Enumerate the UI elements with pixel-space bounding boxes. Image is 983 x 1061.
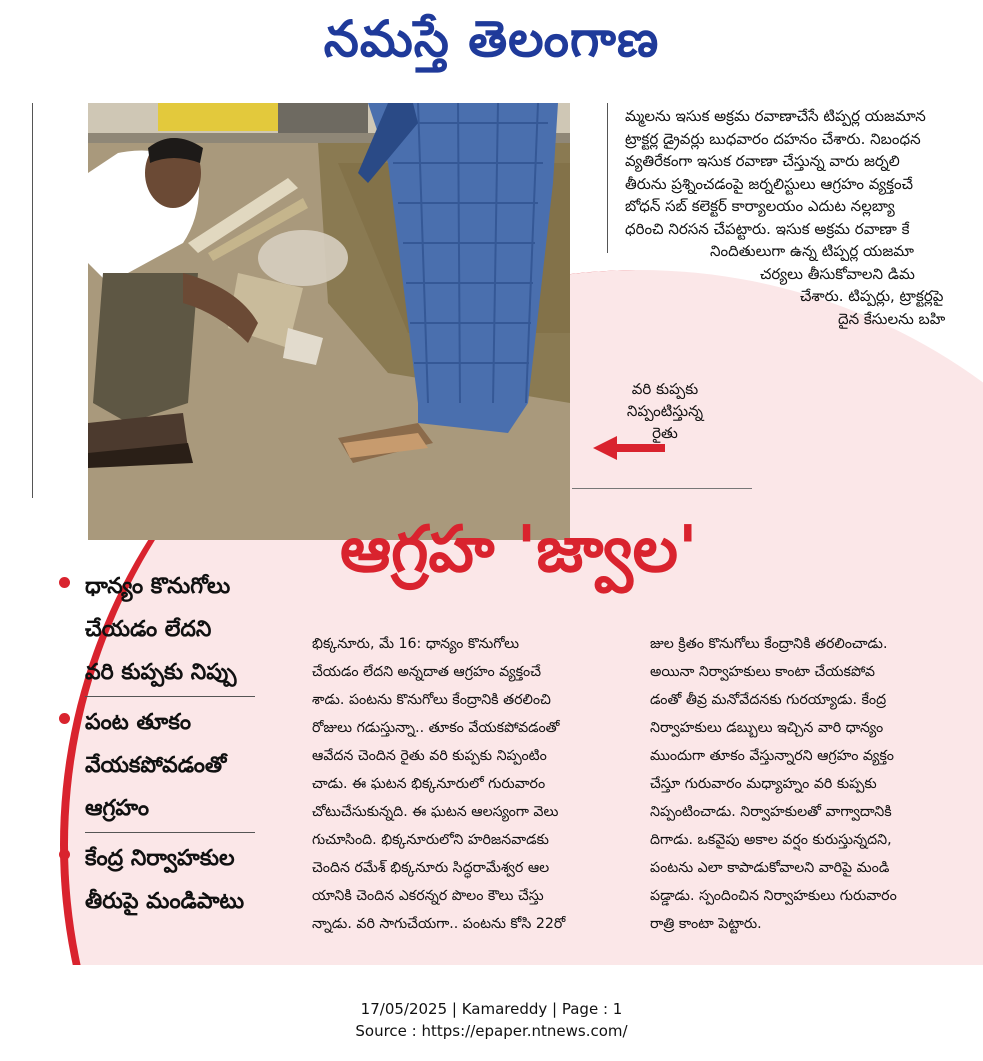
caption-line: నిప్పంటిస్తున్న	[626, 402, 704, 420]
caption-rule	[572, 488, 752, 489]
body-line: శాడు. పంటను కొనుగోలు కేంద్రానికి తరలించి	[312, 692, 551, 708]
headline: ఆగ్రహ 'జ్వాల'	[340, 513, 698, 587]
highlight-line: పంట తూకం	[85, 710, 192, 735]
body-line: పడ్డాడు. స్పందించిన నిర్వాహకులు గురువారం	[650, 888, 897, 904]
body-line: రోజులు గడుస్తున్నా.. తూకం వేయకపోవడంతో	[312, 720, 560, 736]
caption-line: రైతు	[652, 424, 678, 442]
body-line: డంతో తీవ్ర మనోవేదనకు గురయ్యాడు. కేంద్ర	[650, 692, 887, 708]
body-column-1	[312, 630, 565, 938]
highlight-item	[55, 837, 285, 923]
text-line: మ్మలను ఇసుక అక్రమ రవాణాచేసే టిప్పర్ల యజమాన	[625, 107, 926, 125]
highlight-line: కేంద్ర నిర్వాహకుల	[85, 846, 235, 871]
body-line: నిర్వాహకులు డబ్బులు ఇచ్చిన వారి ధాన్యం	[650, 720, 884, 736]
text-line: ధరించి నిరసన చేపట్టారు. ఇసుక అక్రమ రవాణా కే	[625, 219, 910, 238]
body-line: గుచూసింది. భిక్కనూరులోని హరిజనవాడకు	[312, 832, 549, 848]
body-line: ఆవేదన చెందిన రైతు వరి కుప్పకు నిప్పంటిం	[312, 748, 547, 764]
body-line: అయినా నిర్వాహకులు కాంటా చేయకపోవ	[650, 664, 876, 680]
body-line: చాడు. ఈ ఘటన భిక్కనూరులో గురువారం	[312, 776, 546, 792]
text-line: చర్యలు తీసుకోవాలని డిమ	[760, 264, 915, 283]
top-article-text	[625, 105, 983, 330]
highlight-item	[55, 701, 285, 830]
news-photo	[88, 103, 570, 540]
text-line: దైన కేసులను బహి	[838, 309, 946, 328]
body-line: యానికి చెందిన ఎకరన్నర పొలం కౌలు చేస్తు	[312, 888, 544, 904]
footer-date-line: 17/05/2025 | Kamareddy | Page : 1	[360, 1000, 623, 1018]
body-line: చెందిన రమేశ్ భిక్కనూరు సిద్ధరామేశ్వర ఆల	[312, 860, 550, 876]
text-line: చేశారు. టిప్పర్లు, ట్రాక్టర్లపై	[800, 287, 944, 305]
body-line: పంటను ఎలా కాపాడుకోవాలని వారిపై మండి	[650, 860, 890, 876]
bullet-dot-icon	[59, 577, 70, 588]
highlight-line: వేయకపోవడంతో	[85, 753, 227, 778]
highlight-divider	[85, 696, 255, 697]
footer-source-line: Source : https://epaper.ntnews.com/	[355, 1022, 628, 1040]
text-line: వ్యతిరేకంగా ఇసుక రవాణా చేస్తున్న వారు జర్నలి	[625, 152, 900, 170]
highlight-line: తీరుపై మండిపాటు	[85, 889, 245, 914]
body-line: రాత్రి కాంటా పెట్టారు.	[650, 916, 762, 932]
highlight-line: చేయడం లేదని	[85, 617, 212, 642]
caption-line: వరి కుప్పకు	[631, 380, 699, 398]
newspaper-page	[0, 95, 983, 965]
text-line: తీరును ప్రశ్నించడంపై జర్నలిస్టులు ఆగ్రహం వ్యక్తంచే	[625, 174, 914, 193]
highlight-item	[55, 565, 285, 694]
body-line: చేయడం లేదని అన్నదాత ఆగ్రహం వ్యక్తంచే	[312, 664, 541, 680]
body-line: చేస్తూ గురువారం మధ్యాహ్నం వరి కుప్పకు	[650, 776, 877, 792]
photo-caption	[605, 378, 725, 444]
highlights-box	[55, 565, 285, 923]
body-column-2	[650, 630, 897, 938]
bullet-dot-icon	[59, 713, 70, 724]
highlight-divider	[85, 832, 255, 833]
body-line: జుల క్రితం కొనుగోలు కేంద్రానికి తరలించాడు.	[650, 636, 888, 652]
masthead-title: నమస్తే తెలంగాణ	[323, 9, 660, 68]
bullet-dot-icon	[59, 849, 70, 860]
text-line: బోధన్ సబ్ కలెక్టర్ కార్యాలయం ఎదుట నల్లబ్యా	[625, 197, 895, 215]
body-line: భిక్కనూరు, మే 16: ధాన్యం కొనుగోలు	[312, 636, 520, 652]
body-line: చోటుచేసుకున్నది. ఈ ఘటన ఆలస్యంగా వెలు	[312, 804, 559, 820]
page-footer	[0, 998, 983, 1042]
body-line: న్నాడు. వరి సాగుచేయగా.. పంటను కోసి 22రో	[312, 916, 566, 932]
body-line: నిప్పంటించాడు. నిర్వాహకులతో వాగ్వాదానికి	[650, 804, 892, 820]
left-column-divider	[32, 103, 33, 498]
body-line: ముందుగా తూకం వేస్తున్నారని ఆగ్రహం వ్యక్తం	[650, 748, 894, 764]
highlight-line: ఆగ్రహం	[85, 796, 150, 821]
photo-illustration	[88, 103, 570, 540]
top-article-divider	[607, 103, 608, 253]
text-line: నిందితులుగా ఉన్న టిప్పర్ల యజమా	[710, 242, 914, 260]
highlight-line: వరి కుప్పకు నిప్పు	[85, 660, 237, 685]
body-line: దిగాడు. ఒకవైపు అకాల వర్షం కురుస్తున్నదని,	[650, 832, 892, 848]
highlight-line: ధాన్యం కొనుగోలు	[85, 574, 231, 599]
text-line: ట్రాక్టర్ల డ్రైవర్లు బుధవారం దహనం చేశారు. నిబంధన	[625, 129, 921, 148]
